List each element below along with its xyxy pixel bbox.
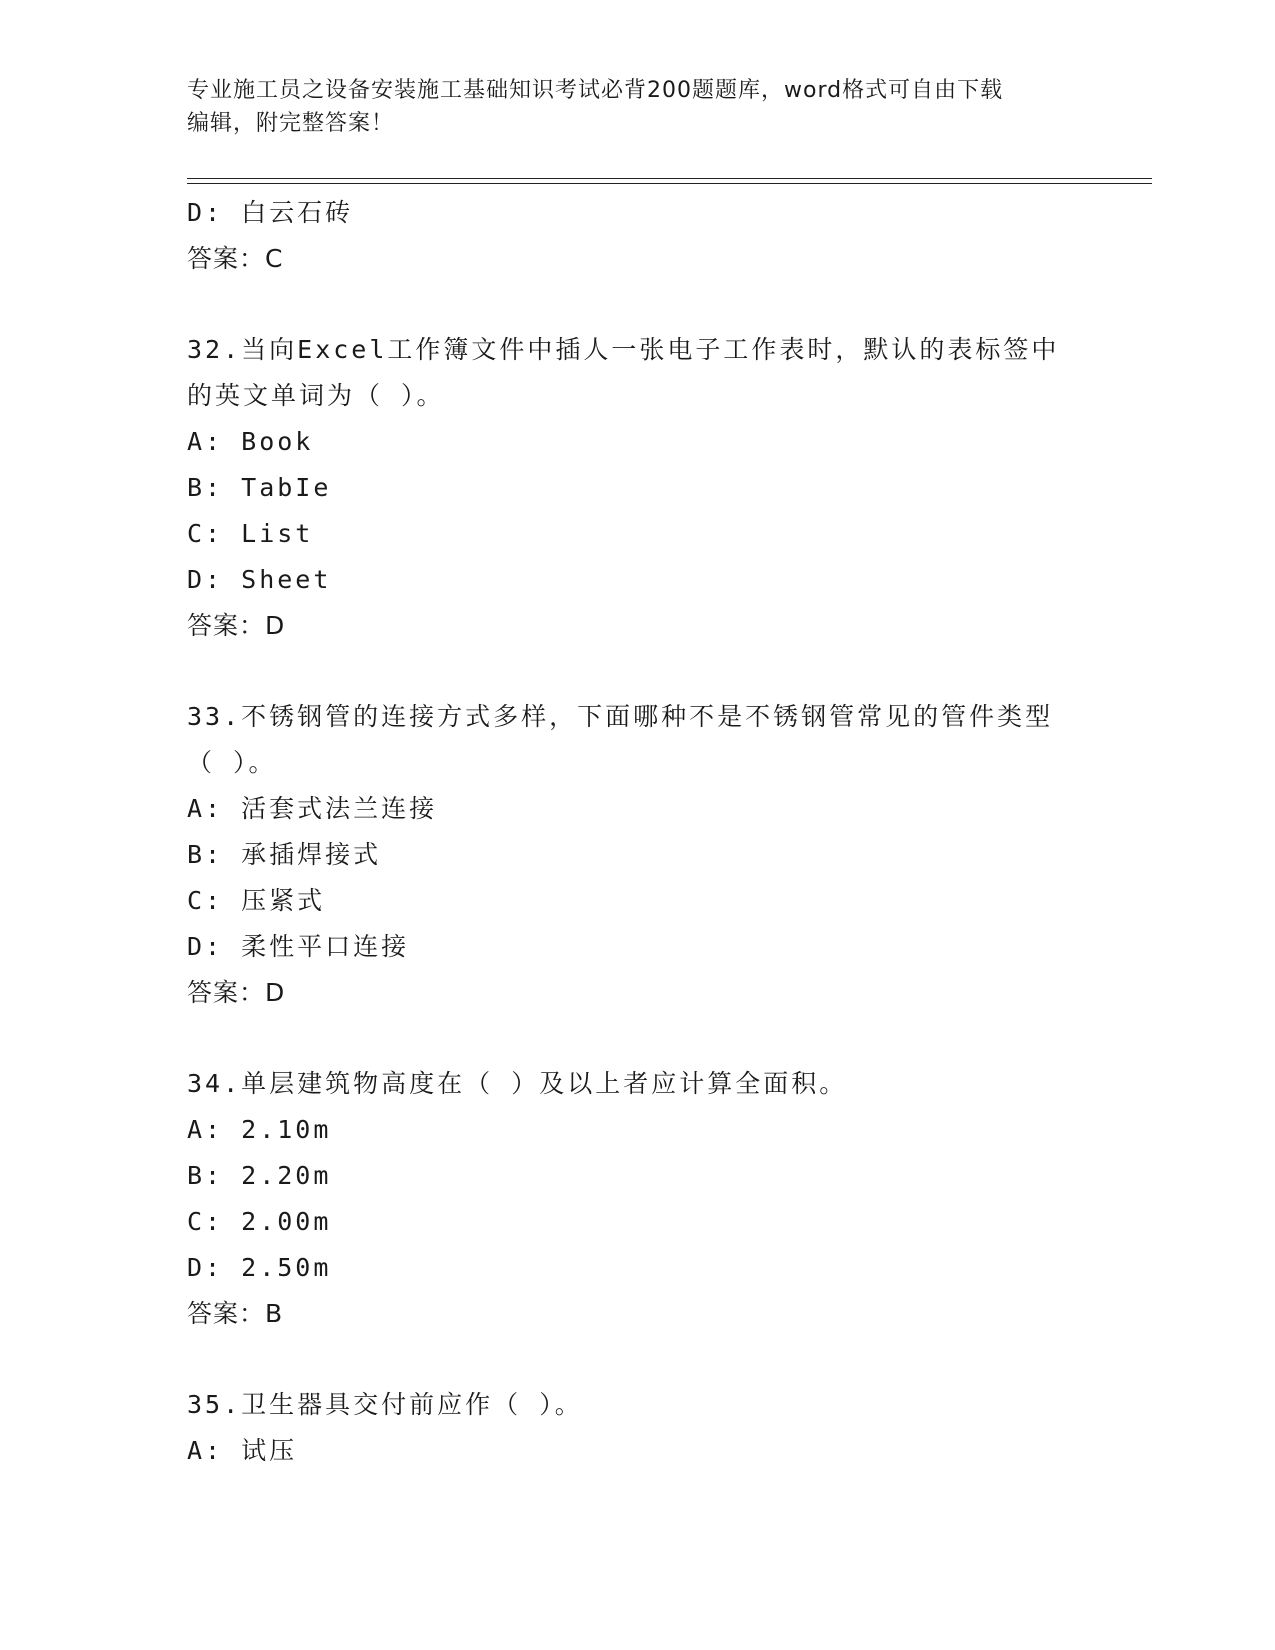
option-c: C: List	[187, 519, 314, 548]
question-block-34	[187, 1061, 1087, 1337]
option-d: D: 2.50m	[187, 1253, 332, 1282]
answer-text: 答案：C	[187, 244, 284, 273]
question-block-35	[187, 1382, 1087, 1474]
spacer	[187, 649, 1087, 694]
option-b: B: 承插焊接式	[187, 840, 382, 869]
header-title-line-1: 专业施工员之设备安装施工基础知识考试必背200题题库，word格式可自由下载	[187, 78, 1004, 103]
option-c: C: 压紧式	[187, 886, 326, 915]
answer-text: 答案：D	[187, 978, 286, 1007]
spacer	[187, 282, 1087, 327]
option-a: A: 活套式法兰连接	[187, 794, 438, 823]
option-b: B: 2.20m	[187, 1161, 332, 1190]
question-content	[187, 190, 1087, 1474]
option-a: A: 试压	[187, 1436, 298, 1465]
spacer	[187, 1016, 1087, 1061]
option-a: A: 2.10m	[187, 1115, 332, 1144]
answer-text: 答案：B	[187, 1299, 284, 1328]
question-text: 32.当向Excel工作簿文件中插人一张电子工作表时，默认的表标签中	[187, 335, 1060, 364]
option-d: D: 白云石砖	[187, 198, 354, 227]
option-d: D: Sheet	[187, 565, 332, 594]
question-text-continued: （ ）。	[187, 748, 277, 777]
question-text: 35.卫生器具交付前应作（ ）。	[187, 1390, 583, 1419]
option-a: A: Book	[187, 427, 314, 456]
question-text: 33.不锈钢管的连接方式多样，下面哪种不是不锈钢管常见的管件类型	[187, 702, 1054, 731]
header-divider-top	[187, 178, 1152, 179]
question-text: 34.单层建筑物高度在（ ）及以上者应计算全面积。	[187, 1069, 848, 1098]
question-block-32	[187, 327, 1087, 649]
option-d: D: 柔性平口连接	[187, 932, 410, 961]
question-text-continued: 的英文单词为（ ）。	[187, 381, 445, 410]
spacer	[187, 1337, 1087, 1382]
question-block-33	[187, 694, 1087, 1016]
document-header	[187, 74, 1087, 140]
option-c: C: 2.00m	[187, 1207, 332, 1236]
answer-text: 答案：D	[187, 611, 286, 640]
header-title-line-2: 编辑，附完整答案！	[187, 111, 395, 136]
option-b: B: TabIe	[187, 473, 332, 502]
header-divider-bottom	[187, 183, 1152, 184]
